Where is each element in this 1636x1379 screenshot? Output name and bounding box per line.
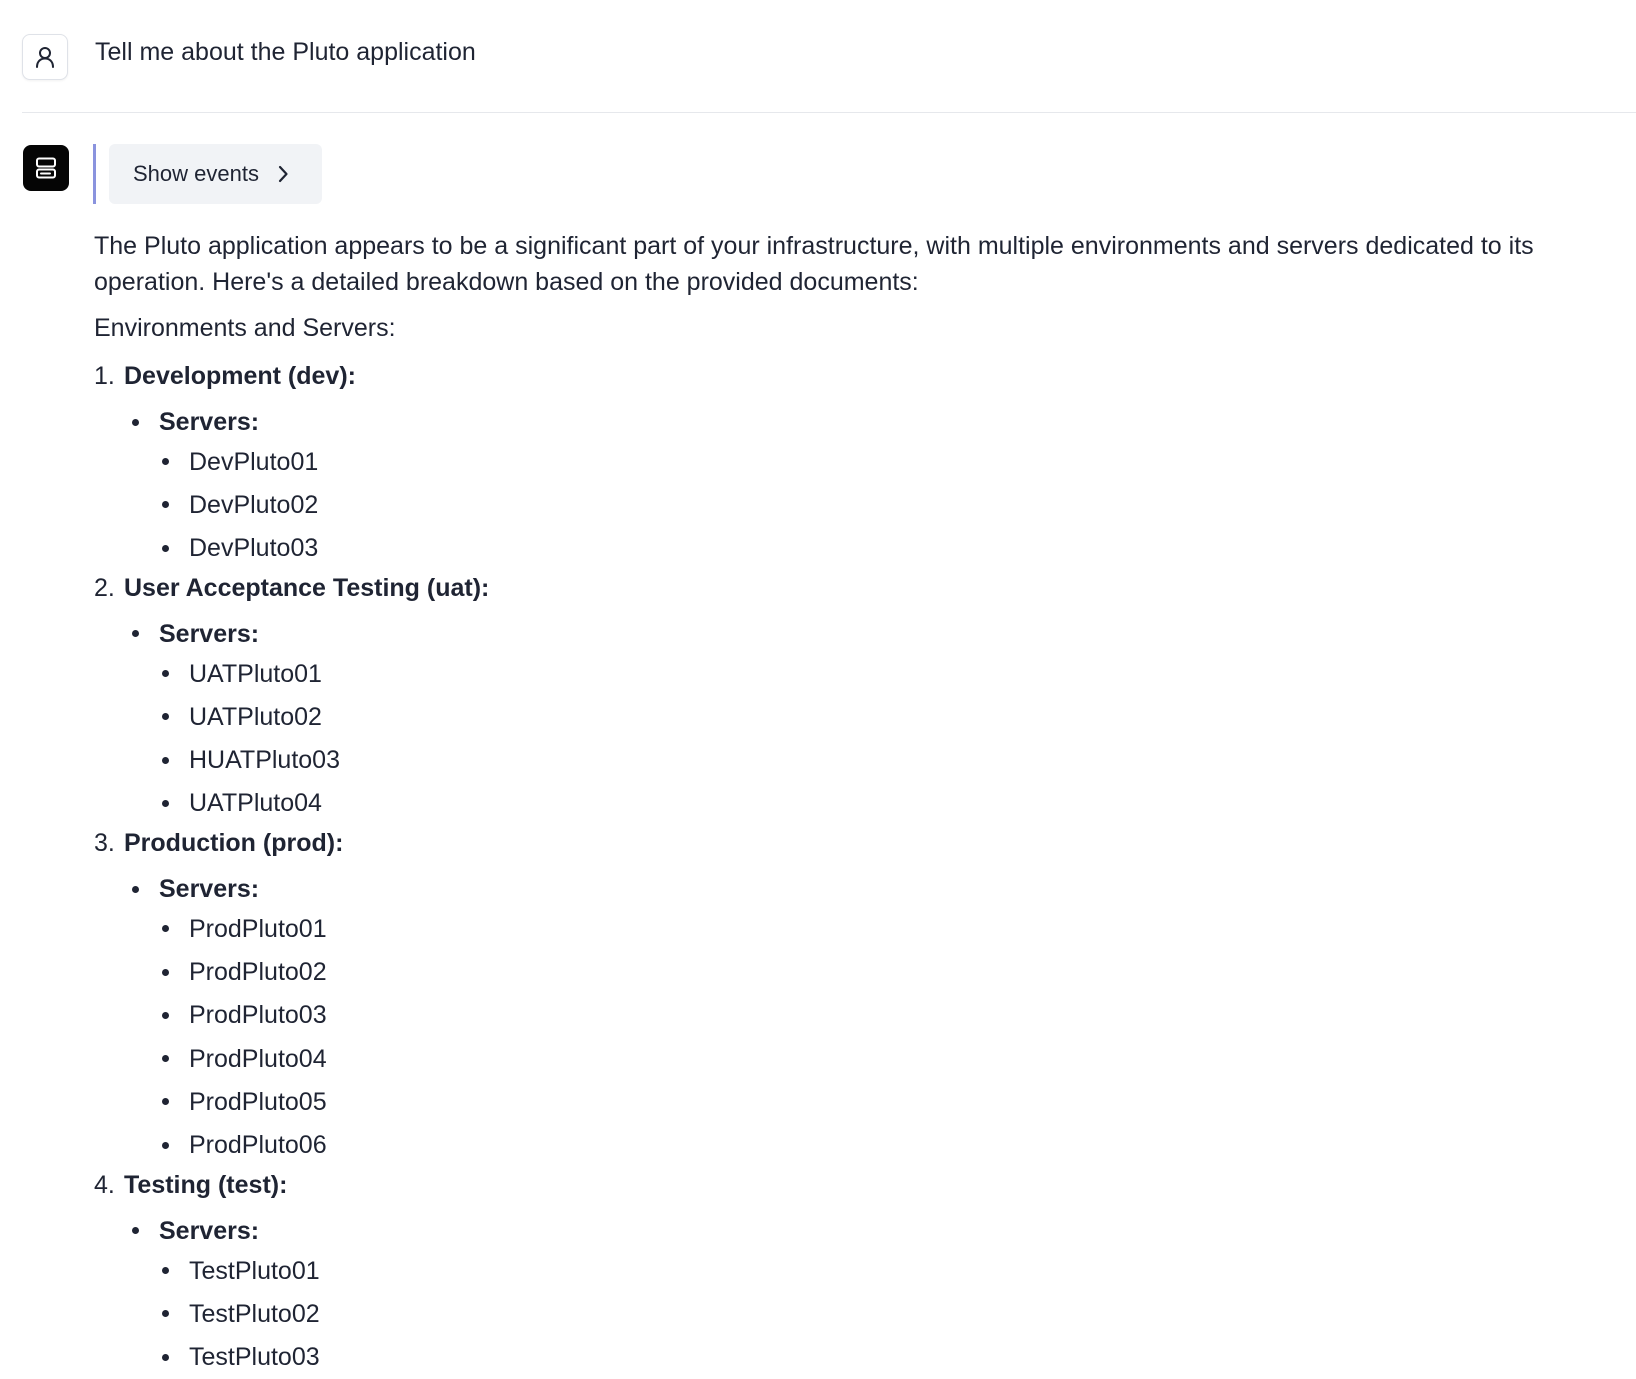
show-events-button[interactable]	[109, 144, 322, 204]
user-avatar	[22, 34, 68, 80]
server-name: DevPluto02	[189, 490, 319, 519]
bullet	[162, 925, 169, 932]
environment-title	[94, 570, 1614, 606]
server-list	[162, 652, 1614, 825]
server-item	[162, 1249, 1614, 1292]
bullet	[162, 1310, 169, 1317]
server-name: ProdPluto04	[189, 1044, 327, 1073]
server-item	[162, 782, 1614, 825]
environment-name: User Acceptance Testing (uat):	[124, 573, 490, 602]
environment-name: Development (dev):	[124, 362, 356, 390]
environment-list	[94, 358, 1614, 1379]
environment-item	[94, 358, 1614, 570]
server-item	[162, 1124, 1614, 1167]
server-item	[162, 1335, 1614, 1378]
bullet	[162, 458, 169, 465]
server-item	[162, 695, 1614, 738]
servers-label: Servers:	[159, 875, 260, 904]
message-divider	[22, 112, 1636, 113]
environment-title	[94, 1167, 1614, 1203]
server-icon	[34, 156, 58, 180]
servers-label-item	[132, 616, 1614, 652]
environment-item	[94, 825, 1614, 1167]
server-item	[162, 1080, 1614, 1123]
environment-title	[94, 825, 1614, 861]
servers-label: Servers:	[159, 1216, 260, 1245]
servers-label-item	[132, 404, 1614, 440]
servers-label-item	[132, 1213, 1614, 1249]
environment-number: 1.	[94, 362, 115, 390]
server-name: ProdPluto06	[189, 1131, 327, 1160]
server-name: TestPluto01	[189, 1256, 320, 1285]
bullet	[162, 501, 169, 508]
bullet	[132, 419, 139, 426]
server-name: HUATPluto03	[189, 746, 340, 775]
server-name: UATPluto02	[189, 702, 322, 731]
bullet	[162, 1012, 169, 1019]
server-item	[162, 950, 1614, 993]
server-list	[162, 440, 1614, 570]
bullet	[162, 670, 169, 677]
bullet	[162, 1267, 169, 1274]
server-name: ProdPluto02	[189, 958, 327, 987]
bullet	[132, 1227, 139, 1234]
server-item	[162, 483, 1614, 526]
environment-name: Production (prod):	[124, 829, 344, 858]
bullet	[162, 545, 169, 552]
servers-label: Servers:	[159, 408, 260, 436]
bullet	[162, 1354, 169, 1361]
events-accent-bar	[93, 144, 96, 204]
server-name: TestPluto02	[189, 1299, 320, 1328]
bullet	[162, 1142, 169, 1149]
servers-label-item	[132, 871, 1614, 907]
assistant-response	[94, 228, 1614, 1379]
server-name: DevPluto01	[189, 447, 319, 476]
environments-heading: Environments and Servers:	[94, 314, 396, 342]
server-name: ProdPluto01	[189, 914, 327, 943]
environment-name: Testing (test):	[124, 1170, 288, 1199]
user-message-text: Tell me about the Pluto application	[95, 38, 476, 66]
assistant-avatar	[23, 145, 69, 191]
server-item	[162, 527, 1614, 570]
server-name: UATPluto04	[189, 789, 322, 818]
bullet	[162, 800, 169, 807]
chevron-right-icon	[277, 165, 289, 183]
bullet	[132, 630, 139, 637]
server-item	[162, 1037, 1614, 1080]
bullet	[162, 757, 169, 764]
servers-label: Servers:	[159, 619, 260, 648]
user-icon	[34, 45, 56, 69]
environment-item	[94, 570, 1614, 825]
server-item	[162, 994, 1614, 1037]
server-name: UATPluto01	[189, 659, 322, 688]
response-intro: The Pluto application appears to be a significant part of your infrastructure, with multiple environments and servers dedicated to its operation. Here's a detailed breakdown based on the provided documents:	[94, 232, 1534, 296]
server-item	[162, 738, 1614, 781]
server-name: DevPluto03	[189, 534, 319, 563]
environment-title	[94, 358, 1614, 394]
server-name: ProdPluto05	[189, 1087, 327, 1116]
bullet	[162, 1098, 169, 1105]
bullet	[162, 713, 169, 720]
environment-number: 3.	[94, 829, 115, 858]
server-name: TestPluto03	[189, 1343, 320, 1372]
server-item	[162, 440, 1614, 483]
server-item	[162, 1292, 1614, 1335]
bullet	[162, 1055, 169, 1062]
server-list	[162, 907, 1614, 1167]
environment-item	[94, 1167, 1614, 1379]
bullet	[162, 969, 169, 976]
server-item	[162, 907, 1614, 950]
server-item	[162, 652, 1614, 695]
show-events-label: Show events	[133, 161, 259, 186]
server-list	[162, 1249, 1614, 1379]
server-name: ProdPluto03	[189, 1001, 327, 1030]
bullet	[132, 886, 139, 893]
environment-number: 4.	[94, 1170, 115, 1199]
environment-number: 2.	[94, 573, 115, 602]
